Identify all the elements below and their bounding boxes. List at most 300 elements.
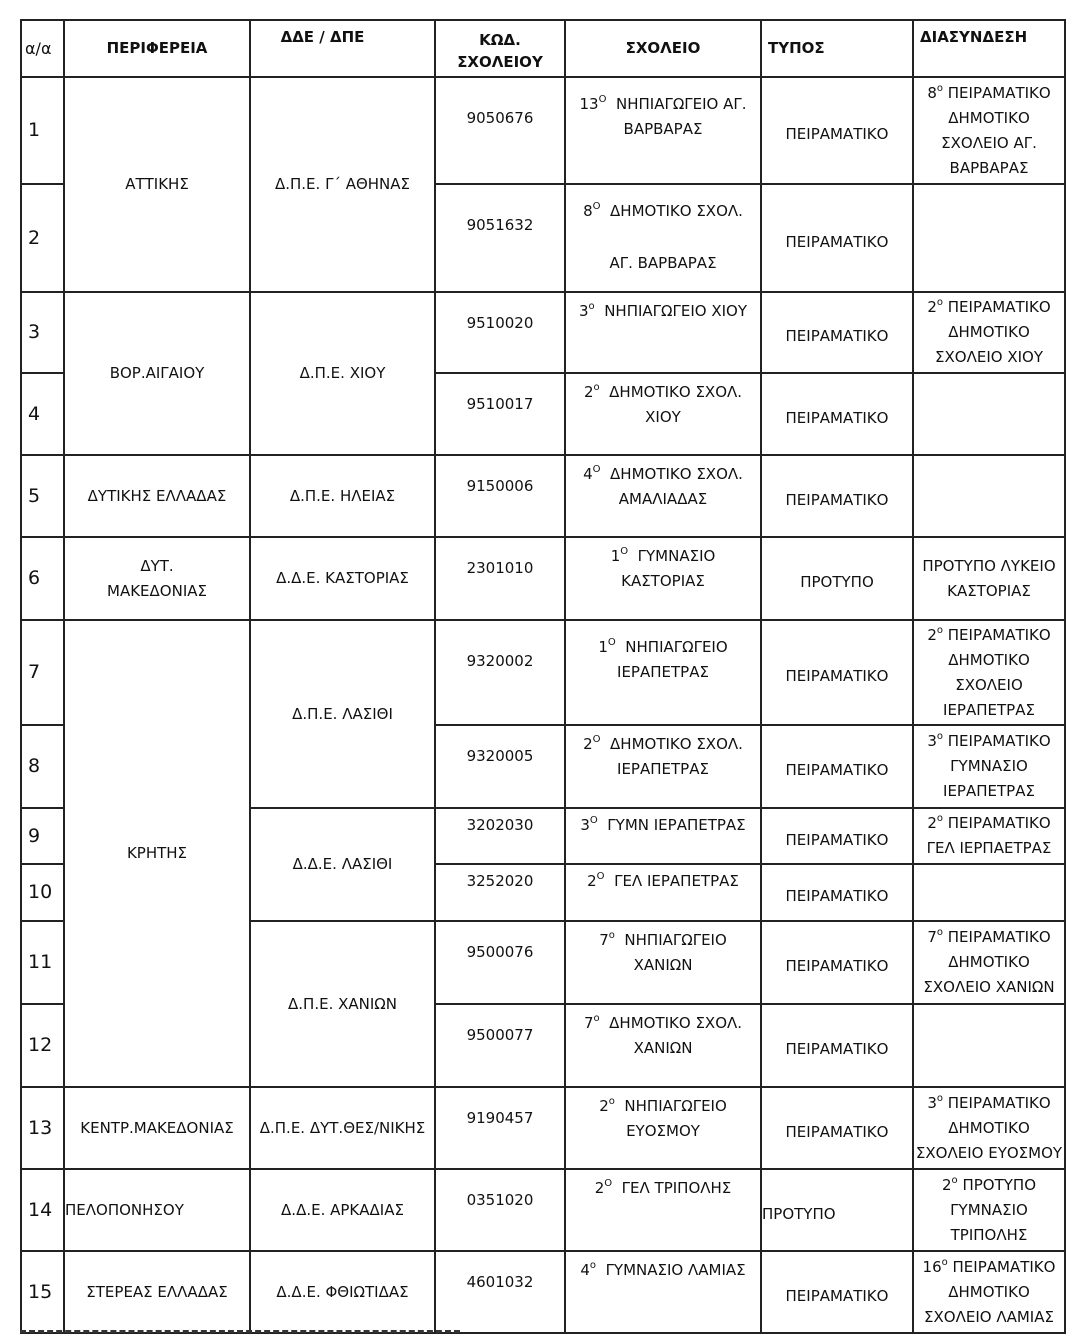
school-name-part: ΝΗΠΙΑΓΩΓΕΙΟ bbox=[625, 638, 728, 656]
row-number bbox=[21, 77, 64, 184]
school-name-cell bbox=[565, 373, 761, 455]
ordinal-suffix: ο bbox=[951, 1174, 958, 1186]
school-type-cell bbox=[761, 184, 913, 292]
school-name-part: ΙΕΡΑΠΕΤΡΑΣ bbox=[617, 663, 709, 681]
ordinal-suffix: ο bbox=[588, 301, 595, 312]
link-line bbox=[914, 320, 1064, 345]
table-row bbox=[21, 620, 1065, 725]
school-type: ΠΕΙΡΑΜΑΤΙΚΟ bbox=[785, 667, 889, 685]
link-cell bbox=[913, 620, 1065, 725]
region-cell bbox=[64, 537, 250, 620]
school-type-cell bbox=[761, 537, 913, 620]
link-line bbox=[914, 1116, 1064, 1141]
ordinal-suffix: ο bbox=[936, 813, 943, 824]
school-code-cell bbox=[435, 184, 565, 292]
school-type: ΠΕΙΡΑΜΑΤΙΚΟ bbox=[785, 1122, 889, 1141]
row-number bbox=[21, 725, 64, 808]
school-name-line bbox=[566, 869, 760, 894]
link-text: ΒΑΡΒΑΡΑΣ bbox=[949, 158, 1029, 177]
header-row bbox=[21, 20, 1065, 77]
link-text: ΔΗΜΟΤΙΚΟ bbox=[948, 650, 1030, 669]
row-number-text: 10 bbox=[28, 881, 53, 903]
region-name: ΔΥΤΙΚΗΣ ΕΛΛΑΔΑΣ bbox=[87, 486, 227, 505]
header-aa: α/α bbox=[21, 20, 64, 77]
ordinal-suffix: Ο bbox=[607, 637, 616, 648]
link-text: ΠΕΙΡΑΜΑΤΙΚΟ bbox=[947, 928, 1051, 946]
directorate-name: Δ.Π.Ε. Γ΄ ΑΘΗΝΑΣ bbox=[274, 175, 411, 193]
link-cell bbox=[913, 864, 1065, 921]
school-name-line bbox=[566, 1176, 760, 1201]
link-cell bbox=[913, 1004, 1065, 1087]
ordinal-suffix: Ο bbox=[598, 94, 607, 105]
directorate-cell bbox=[250, 1169, 435, 1251]
school-name-cell bbox=[565, 921, 761, 1004]
link-text: ΠΡΟΤΥΠΟ ΛΥΚΕΙΟ bbox=[922, 556, 1056, 575]
school-code-cell bbox=[435, 77, 565, 184]
link-cell bbox=[913, 725, 1065, 808]
link-line bbox=[914, 1280, 1064, 1305]
school-name-line bbox=[566, 1011, 760, 1036]
link-text: ΚΑΣΤΟΡΙΑΣ bbox=[947, 581, 1031, 600]
ordinal-suffix: ο bbox=[593, 1013, 600, 1024]
link-ordinal: 8 bbox=[927, 83, 937, 102]
page-cut-line bbox=[20, 1330, 460, 1343]
link-ordinal: 3 bbox=[927, 732, 937, 750]
school-name-part: ΔΗΜΟΤΙΚΟ ΣΧΟΛ. bbox=[610, 735, 743, 753]
link-text: ΤΡΙΠΟΛΗΣ bbox=[950, 1225, 1028, 1244]
school-ordinal: 2 bbox=[594, 1179, 605, 1197]
school-code: 9500077 bbox=[466, 1026, 534, 1044]
link-line bbox=[914, 729, 1064, 754]
school-name-cell bbox=[565, 808, 761, 864]
school-name-line bbox=[566, 199, 760, 224]
school-name-part: ΝΗΠΙΑΓΩΓΕΙΟ bbox=[624, 931, 727, 949]
region-name: ΚΡΗΤΗΣ bbox=[126, 844, 188, 862]
link-line bbox=[914, 811, 1064, 836]
directorate-name: Δ.Π.Ε. ΧΙΟΥ bbox=[299, 364, 386, 382]
link-line bbox=[914, 648, 1064, 673]
row-number bbox=[21, 184, 64, 292]
header-type: ΤΥΠΟΣ bbox=[761, 20, 913, 77]
link-line bbox=[914, 1255, 1064, 1280]
school-name-part: ΔΗΜΟΤΙΚΟ ΣΧΟΛ. bbox=[610, 465, 743, 483]
link-cell bbox=[913, 1087, 1065, 1169]
ordinal-suffix: ο bbox=[608, 1096, 615, 1107]
row-number-text: 7 bbox=[28, 661, 41, 683]
school-name-part: ΔΗΜΟΤΙΚΟ ΣΧΟΛ. bbox=[610, 202, 743, 220]
directorate-cell bbox=[250, 77, 435, 292]
school-ordinal: 8 bbox=[583, 202, 593, 220]
link-text: ΠΕΙΡΑΜΑΤΙΚΟ bbox=[947, 298, 1051, 316]
link-text: ΠΕΙΡΑΜΑΤΙΚΟ bbox=[947, 732, 1051, 750]
link-line bbox=[914, 1223, 1064, 1248]
ordinal-suffix: ο bbox=[941, 1256, 948, 1268]
directorate-cell bbox=[250, 292, 435, 455]
link-line bbox=[914, 295, 1064, 320]
school-code-cell bbox=[435, 1087, 565, 1169]
header-region: ΠΕΡΙΦΕΡΕΙΑ bbox=[64, 20, 250, 77]
ordinal-suffix: Ο bbox=[592, 201, 601, 212]
school-type-cell bbox=[761, 1004, 913, 1087]
school-name-part: ΚΑΣΤΟΡΙΑΣ bbox=[621, 572, 705, 590]
school-name-cell bbox=[565, 77, 761, 184]
school-name-part: ΝΗΠΙΑΓΩΓΕΙΟ ΧΙΟΥ bbox=[604, 302, 747, 320]
school-type-cell bbox=[761, 1087, 913, 1169]
row-number-text: 5 bbox=[28, 484, 41, 507]
school-name-part: ΓΥΜΝΑΣΙΟ bbox=[637, 547, 716, 565]
link-line bbox=[914, 1198, 1064, 1223]
row-number-text: 1 bbox=[28, 119, 41, 141]
region-name: ΑΤΤΙΚΗΣ bbox=[125, 175, 189, 193]
table-row bbox=[21, 1251, 1065, 1333]
row-number bbox=[21, 864, 64, 921]
directorate-cell bbox=[250, 1087, 435, 1169]
link-line bbox=[914, 81, 1064, 106]
directorate-cell bbox=[250, 455, 435, 537]
school-ordinal: 2 bbox=[583, 735, 593, 753]
school-ordinal: 2 bbox=[583, 383, 594, 401]
link-ordinal: 2 bbox=[942, 1175, 952, 1194]
school-code-cell bbox=[435, 921, 565, 1004]
school-type: ΠΡΟΤΥΠΟ bbox=[762, 1204, 836, 1223]
school-name-cell bbox=[565, 864, 761, 921]
region-cell bbox=[64, 1169, 250, 1251]
link-text: ΓΥΜΝΑΣΙΟ bbox=[950, 1200, 1028, 1219]
region-cell bbox=[64, 1251, 250, 1333]
school-name-cell bbox=[565, 1004, 761, 1087]
directorate-cell bbox=[250, 537, 435, 620]
link-line bbox=[914, 579, 1064, 604]
school-name-part: ΝΗΠΙΑΓΩΓΕΙΟ bbox=[624, 1097, 727, 1115]
row-number-text: 13 bbox=[28, 1116, 53, 1139]
link-line bbox=[914, 106, 1064, 131]
school-ordinal: 13 bbox=[579, 95, 599, 113]
directorate-name: Δ.Δ.Ε. ΚΑΣΤΟΡΙΑΣ bbox=[276, 569, 409, 587]
link-text: ΣΧΟΛΕΙΟ bbox=[955, 675, 1023, 694]
school-ordinal: 7 bbox=[583, 1014, 594, 1032]
school-code: 9190457 bbox=[466, 1109, 534, 1127]
school-type: ΠΕΙΡΑΜΑΤΙΚΟ bbox=[785, 125, 889, 143]
region-name: ΠΕΛΟΠΟΝΗΣΟΥ bbox=[65, 1200, 184, 1219]
ordinal-suffix: ο bbox=[936, 82, 943, 94]
link-text: ΓΥΜΝΑΣΙΟ bbox=[950, 757, 1028, 775]
school-ordinal: 2 bbox=[599, 1097, 609, 1115]
link-cell bbox=[913, 184, 1065, 292]
link-cell bbox=[913, 77, 1065, 184]
school-code-cell bbox=[435, 725, 565, 808]
ordinal-suffix: ο bbox=[593, 382, 600, 393]
ordinal-suffix: Ο bbox=[596, 871, 605, 882]
school-name-cell bbox=[565, 1087, 761, 1169]
link-text: ΙΕΡΑΠΕΤΡΑΣ bbox=[943, 782, 1035, 800]
ordinal-suffix: Ο bbox=[620, 546, 629, 557]
header-school: ΣΧΟΛΕΙΟ bbox=[565, 20, 761, 77]
school-name-cell bbox=[565, 455, 761, 537]
region-cell bbox=[64, 455, 250, 537]
school-type-cell bbox=[761, 864, 913, 921]
link-line bbox=[914, 1091, 1064, 1116]
row-number-text: 11 bbox=[28, 951, 53, 973]
school-code-cell bbox=[435, 373, 565, 455]
school-name-cell bbox=[565, 1169, 761, 1251]
link-text: ΣΧΟΛΕΙΟ ΑΓ. bbox=[941, 133, 1037, 152]
link-cell bbox=[913, 921, 1065, 1004]
school-name-part: ΔΗΜΟΤΙΚΟ ΣΧΟΛ. bbox=[609, 383, 743, 401]
header-code: ΚΩΔ. ΣΧΟΛΕΙΟΥ bbox=[435, 20, 565, 77]
school-type: ΠΕΙΡΑΜΑΤΙΚΟ bbox=[785, 232, 889, 251]
row-number-text: 6 bbox=[28, 567, 41, 589]
table-row bbox=[21, 455, 1065, 537]
school-code-cell bbox=[435, 455, 565, 537]
school-code-cell bbox=[435, 864, 565, 921]
link-ordinal: 7 bbox=[927, 928, 937, 946]
link-ordinal: 16 bbox=[922, 1257, 942, 1276]
school-code: 4601032 bbox=[466, 1273, 534, 1291]
school-name-cell bbox=[565, 537, 761, 620]
region-name: ΒΟΡ.ΑΙΓΑΙΟΥ bbox=[109, 364, 205, 382]
row-number-text: 2 bbox=[28, 226, 41, 249]
row-number-text: 15 bbox=[28, 1280, 53, 1303]
link-cell bbox=[913, 373, 1065, 455]
header-link: ΔΙΑΣΥΝΔΕΣΗ bbox=[913, 20, 1065, 77]
school-code: 9510020 bbox=[466, 314, 534, 332]
row-number bbox=[21, 620, 64, 725]
link-cell bbox=[913, 1251, 1065, 1333]
school-code-cell bbox=[435, 537, 565, 620]
header-directorate: ΔΔΕ / ΔΠΕ bbox=[250, 20, 435, 77]
school-type: ΠΕΙΡΑΜΑΤΙΚΟ bbox=[785, 408, 889, 427]
link-line bbox=[914, 1305, 1064, 1330]
school-code: 0351020 bbox=[466, 1191, 534, 1209]
row-number-text: 3 bbox=[28, 321, 41, 343]
school-name-line bbox=[566, 1258, 760, 1283]
school-type: ΠΕΙΡΑΜΑΤΙΚΟ bbox=[785, 957, 889, 975]
ordinal-suffix: ο bbox=[608, 930, 615, 941]
ordinal-suffix: ο bbox=[936, 297, 943, 308]
region-name: ΔΥΤ. ΜΑΚΕΔΟΝΙΑΣ bbox=[107, 556, 207, 600]
school-name-part: ΕΥΟΣΜΟΥ bbox=[626, 1122, 700, 1140]
ordinal-suffix: Ο bbox=[604, 1178, 613, 1189]
school-ordinal: 3 bbox=[578, 302, 589, 320]
link-text: ΔΗΜΟΤΙΚΟ bbox=[948, 1282, 1030, 1301]
school-name-part: ΓΕΛ ΙΕΡΑΠΕΤΡΑΣ bbox=[614, 872, 739, 890]
link-text: ΣΧΟΛΕΙΟ ΛΑΜΙΑΣ bbox=[924, 1307, 1054, 1326]
row-number bbox=[21, 292, 64, 373]
directorate-cell bbox=[250, 1251, 435, 1333]
directorate-cell bbox=[250, 620, 435, 808]
school-code-cell bbox=[435, 1251, 565, 1333]
link-line bbox=[914, 673, 1064, 698]
school-name-part: ΙΕΡΑΠΕΤΡΑΣ bbox=[617, 760, 709, 778]
link-cell bbox=[913, 292, 1065, 373]
directorate-name: Δ.Δ.Ε. ΑΡΚΑΔΙΑΣ bbox=[281, 1200, 404, 1219]
school-name-line bbox=[566, 92, 760, 117]
school-name-part: ΓΕΛ ΤΡΙΠΟΛΗΣ bbox=[621, 1179, 732, 1197]
row-number-text: 8 bbox=[28, 755, 41, 777]
school-code: 9150006 bbox=[466, 477, 534, 495]
link-text: ΔΗΜΟΤΙΚΟ bbox=[948, 953, 1030, 971]
school-code: 9051632 bbox=[466, 216, 534, 234]
link-text: ΠΕΙΡΑΜΑΤΙΚΟ bbox=[947, 83, 1051, 102]
link-line bbox=[914, 345, 1064, 370]
row-number-text: 14 bbox=[28, 1198, 53, 1221]
link-text: ΔΗΜΟΤΙΚΟ bbox=[948, 108, 1030, 127]
school-name-part: ΑΓ. ΒΑΡΒΑΡΑΣ bbox=[609, 254, 717, 272]
school-code-cell bbox=[435, 292, 565, 373]
school-name-part: ΓΥΜΝΑΣΙΟ ΛΑΜΙΑΣ bbox=[605, 1261, 746, 1279]
row-number bbox=[21, 921, 64, 1004]
school-name-line bbox=[566, 544, 760, 569]
link-text: ΠΕΙΡΑΜΑΤΙΚΟ bbox=[947, 625, 1051, 644]
link-ordinal: 3 bbox=[927, 1093, 937, 1112]
row-number-text: 12 bbox=[28, 1034, 53, 1056]
ordinal-suffix: ο bbox=[936, 927, 943, 938]
school-ordinal: 4 bbox=[583, 465, 593, 483]
region-cell bbox=[64, 77, 250, 292]
row-number bbox=[21, 1087, 64, 1169]
school-name-part: ΔΗΜΟΤΙΚΟ ΣΧΟΛ. bbox=[609, 1014, 743, 1032]
link-line bbox=[914, 156, 1064, 181]
school-ordinal: 7 bbox=[599, 931, 609, 949]
link-ordinal: 2 bbox=[927, 814, 937, 832]
ordinal-suffix: Ο bbox=[592, 734, 601, 745]
school-type: ΠΕΙΡΑΜΑΤΙΚΟ bbox=[785, 830, 889, 849]
school-name-line bbox=[566, 813, 760, 838]
ordinal-suffix: Ο bbox=[592, 464, 601, 475]
directorate-name: Δ.Π.Ε. ΧΑΝΙΩΝ bbox=[288, 994, 397, 1013]
school-type: ΠΕΙΡΑΜΑΤΙΚΟ bbox=[785, 887, 889, 905]
link-line bbox=[914, 754, 1064, 779]
school-type: ΠΕΙΡΑΜΑΤΙΚΟ bbox=[785, 490, 889, 509]
school-code: 3202030 bbox=[466, 816, 534, 834]
school-name-part: ΧΙΟΥ bbox=[645, 408, 681, 426]
directorate-name: Δ.Δ.Ε. ΦΘΙΩΤΙΔΑΣ bbox=[276, 1282, 409, 1301]
school-type: ΠΕΙΡΑΜΑΤΙΚΟ bbox=[785, 761, 889, 779]
link-line bbox=[914, 131, 1064, 156]
link-line bbox=[914, 925, 1064, 950]
school-code: 3252020 bbox=[466, 872, 534, 890]
directorate-cell bbox=[250, 808, 435, 921]
region-cell bbox=[64, 1087, 250, 1169]
row-number bbox=[21, 808, 64, 864]
link-text: ΠΡΟΤΥΠΟ bbox=[962, 1175, 1036, 1194]
link-text: ΔΗΜΟΤΙΚΟ bbox=[948, 323, 1030, 341]
link-cell bbox=[913, 537, 1065, 620]
directorate-name: Δ.Π.Ε. ΔΥΤ.ΘΕΣ/ΝΙΚΗΣ bbox=[259, 1118, 426, 1137]
directorate-cell bbox=[250, 921, 435, 1087]
school-code: 9500076 bbox=[466, 943, 534, 961]
link-line bbox=[914, 836, 1064, 861]
region-name: ΣΤΕΡΕΑΣ ΕΛΛΑΔΑΣ bbox=[86, 1282, 228, 1301]
school-name-part: ΧΑΝΙΩΝ bbox=[633, 956, 693, 974]
link-line bbox=[914, 950, 1064, 975]
school-name-part: ΑΜΑΛΙΑΔΑΣ bbox=[618, 490, 708, 508]
school-name-line bbox=[566, 928, 760, 953]
school-name-cell bbox=[565, 620, 761, 725]
table-row bbox=[21, 77, 1065, 184]
region-cell bbox=[64, 292, 250, 455]
school-name-cell bbox=[565, 184, 761, 292]
row-number bbox=[21, 373, 64, 455]
link-line bbox=[914, 1141, 1064, 1166]
school-name-part: ΒΑΡΒΑΡΑΣ bbox=[623, 120, 703, 138]
school-type-cell bbox=[761, 620, 913, 725]
link-line bbox=[914, 1173, 1064, 1198]
link-text: ΙΕΡΑΠΕΤΡΑΣ bbox=[943, 700, 1035, 719]
link-line bbox=[914, 554, 1064, 579]
school-code-cell bbox=[435, 1169, 565, 1251]
link-ordinal: 2 bbox=[927, 298, 937, 316]
school-type-cell bbox=[761, 77, 913, 184]
school-type-cell bbox=[761, 1169, 913, 1251]
school-type-cell bbox=[761, 921, 913, 1004]
link-text: ΣΧΟΛΕΙΟ ΕΥΟΣΜΟΥ bbox=[915, 1143, 1063, 1162]
school-name-cell bbox=[565, 725, 761, 808]
school-name-line bbox=[566, 732, 760, 757]
link-text: ΓΕΛ ΙΕΡΠΑΕΤΡΑΣ bbox=[926, 839, 1052, 857]
school-name-line bbox=[566, 462, 760, 487]
link-cell bbox=[913, 455, 1065, 537]
school-type-cell bbox=[761, 725, 913, 808]
school-type-cell bbox=[761, 1251, 913, 1333]
school-name-line bbox=[566, 299, 760, 324]
ordinal-suffix: ο bbox=[589, 1260, 597, 1271]
school-name-cell bbox=[565, 1251, 761, 1333]
row-number-text: 4 bbox=[28, 402, 41, 425]
link-line bbox=[914, 698, 1064, 723]
link-cell bbox=[913, 808, 1065, 864]
school-ordinal: 3 bbox=[580, 816, 590, 834]
school-type: ΠΕΙΡΑΜΑΤΙΚΟ bbox=[785, 1286, 889, 1305]
row-number bbox=[21, 455, 64, 537]
link-text: ΣΧΟΛΕΙΟ ΧΙΟΥ bbox=[935, 348, 1043, 366]
school-name-line bbox=[566, 1094, 760, 1119]
school-code: 9510017 bbox=[466, 395, 534, 413]
school-ordinal: 4 bbox=[580, 1261, 590, 1279]
ordinal-suffix: ο bbox=[936, 1092, 943, 1104]
school-ordinal: 1 bbox=[610, 547, 621, 565]
link-text: ΣΧΟΛΕΙΟ ΧΑΝΙΩΝ bbox=[923, 978, 1055, 996]
school-name-part: ΝΗΠΙΑΓΩΓΕΙΟ ΑΓ. bbox=[616, 95, 747, 113]
school-type: ΠΕΙΡΑΜΑΤΙΚΟ bbox=[785, 1040, 889, 1058]
row-number bbox=[21, 1004, 64, 1087]
link-cell bbox=[913, 1169, 1065, 1251]
link-text: ΠΕΙΡΑΜΑΤΙΚΟ bbox=[947, 814, 1051, 832]
school-type-cell bbox=[761, 292, 913, 373]
school-code-cell bbox=[435, 620, 565, 725]
link-line bbox=[914, 975, 1064, 1000]
school-name-part: ΓΥΜΝ ΙΕΡΑΠΕΤΡΑΣ bbox=[607, 816, 746, 834]
school-name-line bbox=[566, 635, 760, 660]
schools-table bbox=[20, 19, 1066, 1334]
region-name: ΚΕΝΤΡ.ΜΑΚΕΔΟΝΙΑΣ bbox=[80, 1118, 234, 1137]
school-ordinal: 1 bbox=[598, 638, 608, 656]
directorate-name: Δ.Δ.Ε. ΛΑΣΙΘΙ bbox=[292, 855, 393, 873]
link-ordinal: 2 bbox=[927, 625, 937, 644]
row-number bbox=[21, 537, 64, 620]
school-code: 9320002 bbox=[466, 652, 534, 670]
directorate-name: Δ.Π.Ε. ΛΑΣΙΘΙ bbox=[292, 704, 393, 723]
table-row bbox=[21, 292, 1065, 373]
row-number bbox=[21, 1169, 64, 1251]
school-code-cell bbox=[435, 808, 565, 864]
school-type: ΠΡΟΤΥΠΟ bbox=[800, 573, 874, 591]
school-type: ΠΕΙΡΑΜΑΤΙΚΟ bbox=[785, 327, 889, 345]
school-type-cell bbox=[761, 808, 913, 864]
link-line bbox=[914, 623, 1064, 648]
link-text: ΠΕΙΡΑΜΑΤΙΚΟ bbox=[947, 1093, 1051, 1112]
school-name-part: ΧΑΝΙΩΝ bbox=[633, 1039, 693, 1057]
